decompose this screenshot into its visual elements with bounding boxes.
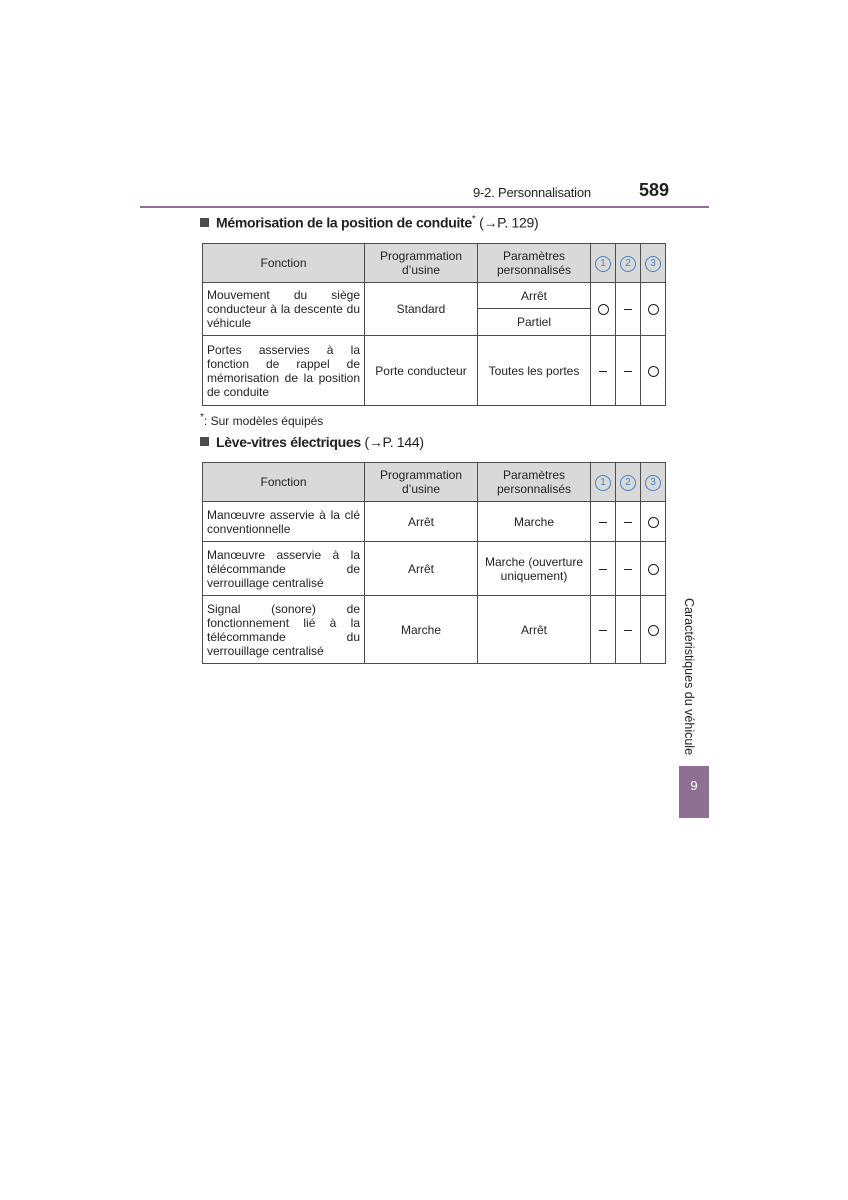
default-cell: Porte conducteur: [365, 336, 478, 406]
page-reference: (→P. 129): [479, 214, 539, 231]
custom-cell: Arrêt: [478, 596, 591, 664]
section-title-text: Mémorisation de la position de conduite: [216, 214, 472, 231]
col-header-2: [616, 244, 641, 283]
function-cell: Mouvement du siège conducteur à la descente du véhicule: [203, 283, 365, 336]
table-row: [203, 336, 666, 406]
table-row: [203, 283, 666, 309]
table-memorisation: [202, 243, 666, 406]
col-header-3: [641, 244, 666, 283]
header-rule: [140, 206, 709, 208]
custom-cell: Toutes les portes: [478, 336, 591, 406]
page-number: 589: [639, 180, 670, 200]
function-cell: Signal (sonore) de fonctionnement lié à la télécommande du verrouillage centralisé: [203, 596, 365, 664]
default-cell: Marche: [365, 596, 478, 664]
col-header-1: [591, 463, 616, 502]
dash-symbol-icon: [599, 522, 607, 523]
table-header-row: [203, 244, 666, 283]
col-header-default: Programmation d’usine: [365, 463, 478, 502]
mode1-cell: [591, 336, 616, 406]
mode3-cell: [641, 283, 666, 336]
dash-symbol-icon: [599, 630, 607, 631]
dash-symbol-icon: [599, 371, 607, 372]
mode2-cell: [616, 596, 641, 664]
chapter-tab: [679, 766, 709, 818]
mode2-cell: [616, 283, 641, 336]
mode2-cell: [616, 502, 641, 542]
col-header-custom: Paramètres personnalisés: [478, 244, 591, 283]
table-row: [203, 502, 666, 542]
page-reference: (→P. 144): [364, 434, 424, 450]
custom-cell: Marche (ouverture uniquement): [478, 542, 591, 596]
circled-three-icon: 3: [645, 256, 661, 272]
mode3-cell: [641, 596, 666, 664]
circled-three-icon: 3: [645, 475, 661, 491]
col-header-default: Programmation d’usine: [365, 244, 478, 283]
footnote: [200, 412, 323, 428]
square-bullet-icon: [200, 218, 209, 227]
circled-one-icon: 1: [595, 256, 611, 272]
chapter-side-label: [682, 598, 702, 760]
footnote-marker: *: [471, 214, 476, 225]
mode1-cell: [591, 596, 616, 664]
circle-symbol-icon: [648, 366, 659, 377]
circle-symbol-icon: [648, 564, 659, 575]
default-cell: Arrêt: [365, 542, 478, 596]
running-header-section: 9-2. Personnalisation: [473, 185, 591, 200]
dash-symbol-icon: [624, 522, 632, 523]
custom-cell: Arrêt: [478, 283, 591, 309]
table-leve-vitres: [202, 462, 666, 664]
col-header-function: Fonction: [203, 244, 365, 283]
mode2-cell: [616, 336, 641, 406]
section-title-leve-vitres: [200, 434, 424, 450]
table-row: [203, 542, 666, 596]
circle-symbol-icon: [648, 625, 659, 636]
col-header-custom: Paramètres personnalisés: [478, 463, 591, 502]
circle-symbol-icon: [648, 304, 659, 315]
mode1-cell: [591, 283, 616, 336]
dash-symbol-icon: [624, 371, 632, 372]
col-header-3: [641, 463, 666, 502]
circled-two-icon: 2: [620, 475, 636, 491]
circled-two-icon: 2: [620, 256, 636, 272]
mode3-cell: [641, 336, 666, 406]
mode1-cell: [591, 502, 616, 542]
circle-symbol-icon: [648, 517, 659, 528]
table-header-row: [203, 463, 666, 502]
dash-symbol-icon: [624, 309, 632, 310]
function-cell: Manœuvre asservie à la télécommande de verrouillage centralisé: [203, 542, 365, 596]
col-header-2: [616, 463, 641, 502]
col-header-1: [591, 244, 616, 283]
col-header-function: Fonction: [203, 463, 365, 502]
dash-symbol-icon: [624, 569, 632, 570]
default-cell: Arrêt: [365, 502, 478, 542]
square-bullet-icon: [200, 437, 209, 446]
dash-symbol-icon: [624, 630, 632, 631]
mode3-cell: [641, 502, 666, 542]
table-row: [203, 596, 666, 664]
dash-symbol-icon: [599, 569, 607, 570]
custom-cell: Marche: [478, 502, 591, 542]
mode3-cell: [641, 542, 666, 596]
circle-symbol-icon: [598, 304, 609, 315]
footnote-mark: *: [200, 412, 204, 423]
function-cell: Manœuvre asservie à la clé conventionnelle: [203, 502, 365, 542]
circled-one-icon: 1: [595, 475, 611, 491]
footnote-text: : Sur modèles équipés: [203, 414, 324, 428]
mode1-cell: [591, 542, 616, 596]
function-cell: Portes asservies à la fonction de rappel de mémorisation de la position de conduite: [203, 336, 365, 406]
chapter-number: 9: [690, 778, 698, 793]
section-title-memorisation: [200, 214, 538, 231]
custom-cell: Partiel: [478, 309, 591, 336]
mode2-cell: [616, 542, 641, 596]
default-cell: Standard: [365, 283, 478, 336]
chapter-title: Caractéristiques du véhicule: [682, 598, 696, 756]
section-title-text: Lève-vitres électriques: [216, 434, 361, 450]
